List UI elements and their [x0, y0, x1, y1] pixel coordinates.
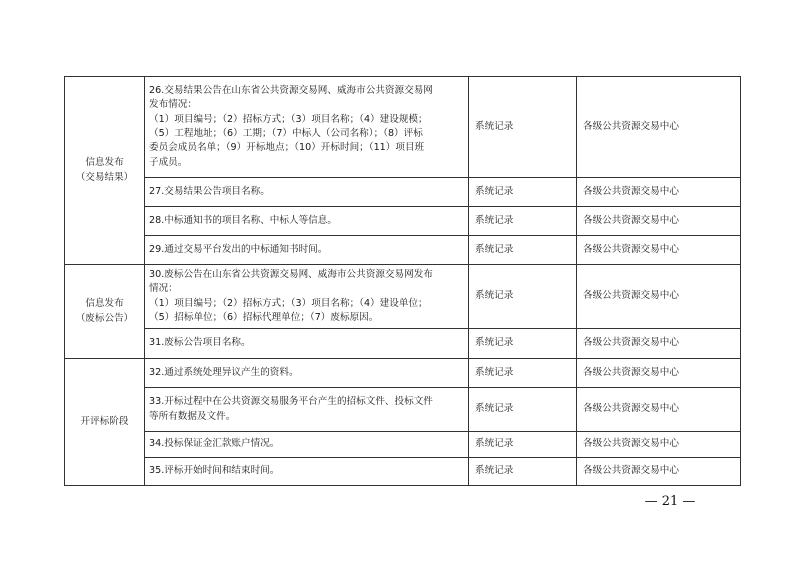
item-cell [145, 236, 469, 265]
collection-method-cell: 系统记录 [469, 236, 577, 265]
item-cell [145, 359, 469, 388]
category-label: 开评标阶段 [80, 415, 129, 427]
item-cell [145, 265, 469, 329]
category-cell [65, 77, 145, 265]
collection-method-cell: 系统记录 [469, 329, 577, 359]
item-text-line: 26.交易结果公告在山东省公共资源交易网、威海市公共资源交易网 [149, 84, 433, 96]
table-row [65, 207, 741, 236]
item-text-line: 情况： [149, 283, 178, 295]
item-text-line: （5）工程地址；（6）工期；（7）中标人（公司名称）；（8）评标 [149, 128, 423, 139]
item-text-line: 31.废标公告项目名称。 [149, 337, 251, 349]
responsible-org-cell: 各级公共资源交易中心 [577, 265, 741, 329]
item-text-line: 35.评标开始时间和结束时间。 [149, 465, 280, 477]
item-text-line: 30.废标公告在山东省公共资源交易网、威海市公共资源交易网发布 [149, 268, 433, 280]
collection-method-cell: 系统记录 [469, 458, 577, 486]
table-row [65, 77, 741, 178]
item-text-line: （1）项目编号；（2）招标方式；（3）项目名称；（4）建设规模； [149, 113, 428, 125]
item-cell [145, 388, 469, 432]
collection-method-cell: 系统记录 [469, 388, 577, 432]
item-cell [145, 329, 469, 359]
item-text-line: （1）项目编号；（2）招标方式；（3）项目名称；（4）建设单位； [149, 297, 428, 309]
collection-method-cell: 系统记录 [469, 265, 577, 329]
responsible-org-cell: 各级公共资源交易中心 [577, 207, 741, 236]
responsible-org-cell: 各级公共资源交易中心 [577, 329, 741, 359]
item-cell [145, 77, 469, 178]
item-text-line: 等所有数据及文件。 [149, 410, 236, 422]
table-row [65, 329, 741, 359]
responsible-org-cell: 各级公共资源交易中心 [577, 388, 741, 432]
responsible-org-cell: 各级公共资源交易中心 [577, 77, 741, 178]
responsible-org-cell: 各级公共资源交易中心 [577, 458, 741, 486]
responsible-org-cell: 各级公共资源交易中心 [577, 178, 741, 207]
item-text-line: （5）招标单位；（6）招标代理单位；（7）废标原因。 [149, 311, 379, 323]
category-label: 信息发布 [85, 157, 124, 169]
item-text-line: 27.交易结果公告项目名称。 [149, 185, 270, 197]
responsible-org-cell: 各级公共资源交易中心 [577, 236, 741, 265]
collection-method-cell: 系统记录 [469, 207, 577, 236]
item-text-line: 子成员。 [149, 156, 188, 168]
category-label: 信息发布 [85, 298, 124, 310]
category-cell [65, 265, 145, 359]
table-row [65, 359, 741, 388]
table-row [65, 432, 741, 458]
collection-method-cell: 系统记录 [469, 432, 577, 458]
item-cell [145, 432, 469, 458]
page-number: — 21 — [644, 494, 696, 509]
table-row [65, 265, 741, 329]
item-text-line: 28.中标通知书的项目名称、中标人等信息。 [149, 214, 337, 226]
item-cell [145, 178, 469, 207]
item-text-line: 33.开标过程中在公共资源交易服务平台产生的招标文件、投标文件 [149, 396, 433, 408]
table-row [65, 178, 741, 207]
item-text-line: 32.通过系统处理异议产生的资料。 [149, 366, 299, 378]
collection-method-cell: 系统记录 [469, 359, 577, 388]
category-label: （交易结果） [75, 171, 134, 183]
collection-method-cell: 系统记录 [469, 77, 577, 178]
responsible-org-cell: 各级公共资源交易中心 [577, 359, 741, 388]
records-table-body [65, 77, 741, 486]
category-cell [65, 359, 145, 486]
category-label: （废标公告） [75, 312, 134, 324]
table-row [65, 458, 741, 486]
item-text-line: 发布情况： [149, 99, 197, 111]
item-text-line: 委员会成员名单；（9）开标地点；（10）开标时间；（11）项目班 [149, 142, 425, 154]
item-cell [145, 207, 469, 236]
item-text-line: 34.投标保证金汇款账户情况。 [149, 438, 280, 450]
item-text-line: 29.通过交易平台发出的中标通知书时间。 [149, 243, 328, 255]
records-table [64, 76, 741, 486]
table-row [65, 388, 741, 432]
item-cell [145, 458, 469, 486]
responsible-org-cell: 各级公共资源交易中心 [577, 432, 741, 458]
collection-method-cell: 系统记录 [469, 178, 577, 207]
table-row [65, 236, 741, 265]
